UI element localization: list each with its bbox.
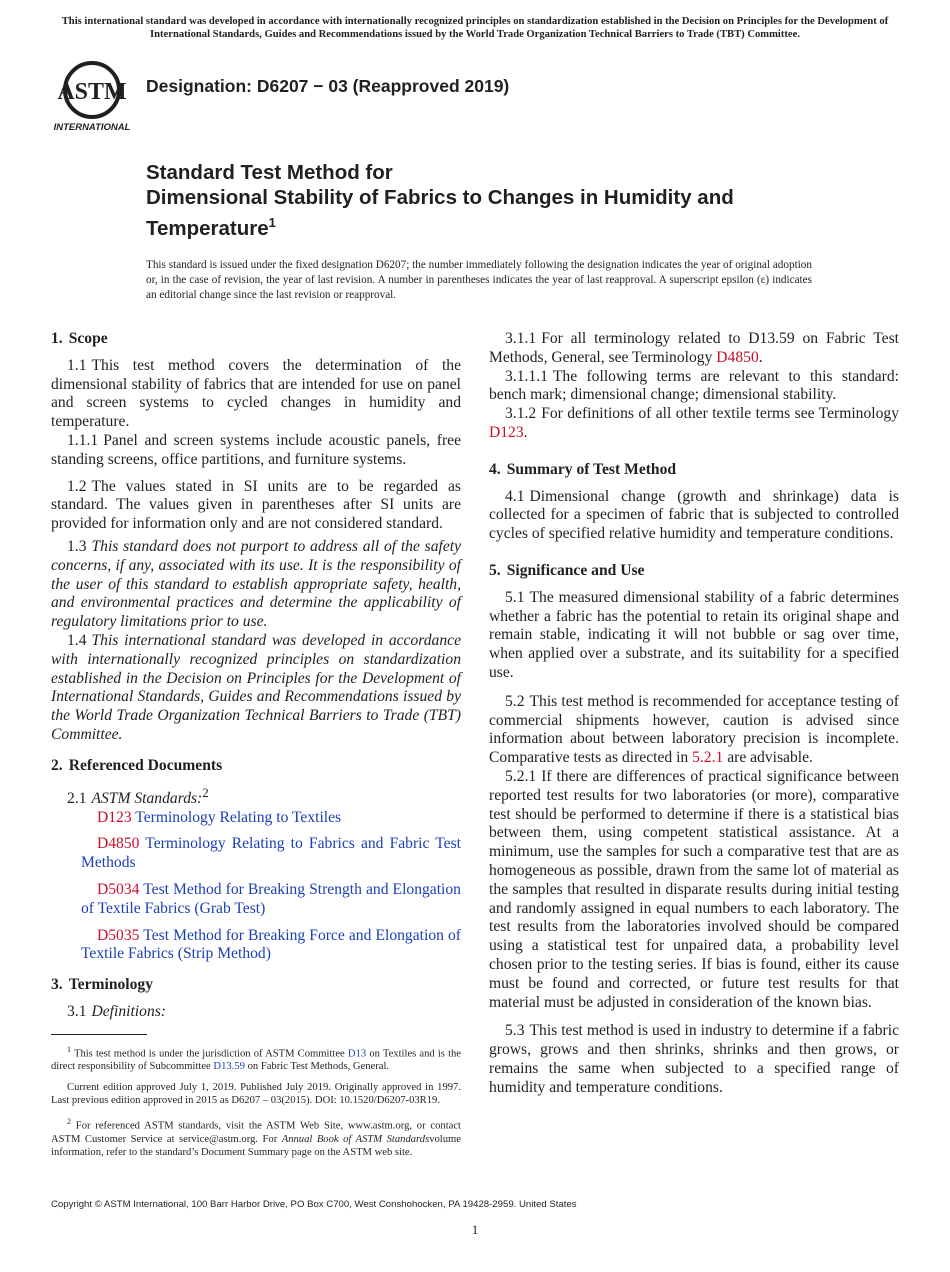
para-5-1: 5.1 The measured dimensional stability of a fabric determines whether a fabric has the potential to retain its original shape and remain stable, indicating it will not bubble or sag over time, when applied over a substrate, and its suitability for a specified use. <box>489 588 899 681</box>
para-5-2-1: 5.2.1 If there are differences of practical significance between reported test results for two laboratories (or more), comparative test should be performed to determine if there is a statistical bias between them, using competent statistical assistance. At a minimum, use the samples for such a comparative test that are as homogeneous as possible, drawn from the same lot of material as the samples that resulted in disparate results during initial testing and randomly assigned in equal numbers to each laboratory. The test results from the laboratories involved should be compared using a statistical test for unpaired data, a probability level chosen prior to the testing series. If bias is found, either its cause must be found and corrected, or future test results for that material must be adjusted in consideration of the known bias. <box>489 767 899 1011</box>
para-1-4: 1.4 This international standard was developed in accordance with internationally recognized principles on standardization established in the Decision on Principles for the Development of International Standards, Guides and Recommendations issued by the World Trade Organization Technical Barriers to Trade (TBT) Committee. <box>51 631 461 743</box>
page-number: 1 <box>471 1222 479 1237</box>
para-3-1-2: 3.1.2 For definitions of all other textile terms see Terminology D123. <box>489 405 899 441</box>
para-3-1: 3.1 Definitions: <box>67 1002 166 1020</box>
ref-d5035[interactable]: D5035 Test Method for Breaking Force and Elongation of Textile Fabrics (Strip Method) <box>81 926 461 963</box>
link-d13-59[interactable]: D13.59 <box>213 1061 245 1073</box>
para-2-1: 2.1 ASTM Standards:$^2$ <box>67 784 209 807</box>
para-3-1-1-1: 3.1.1.1 The following terms are relevant to this standard: bench mark; dimensional change; dimensional stability. <box>489 367 899 404</box>
designation: Designation: D6207 − 03 (Reapproved 2019) <box>146 76 510 96</box>
left-column <box>51 330 461 1167</box>
ref-d5034[interactable]: D5034 Test Method for Breaking Strength and Elongation of Textile Fabrics (Grab Test) <box>81 880 461 917</box>
para-5-3: 5.3 This test method is used in industry to determine if a fabric grows, grows and then shrinks, shrinks and then grows, or remains the same when subjected to a specified range of humidity and temperature conditions. <box>489 1022 899 1096</box>
logo-letters: ASTM <box>57 79 127 105</box>
link-d4850[interactable]: D4850 <box>716 348 759 366</box>
issuance-statement: This standard is issued under the fixed designation D6207; the number immediately following the designation indicates the year of original adoption or, in the case of revision, the year of last revision. A number in parentheses indicates the year of last reapproval. A superscript epsilon (ε) indicates an editorial change since the last revision or reapproval. <box>146 259 812 301</box>
astm-logo <box>52 56 136 134</box>
link-d13[interactable]: D13 <box>347 1048 367 1060</box>
ref-d4850[interactable]: D4850 Terminology Relating to Fabrics and Fabric Test Methods <box>81 835 461 872</box>
logo-subtitle: INTERNATIONAL <box>53 122 131 133</box>
footnote-2: $^2$ For referenced ASTM standards, visit the ASTM Web Site, www.astm.org, or contact ASTM Customer Service at service@astm.org. For Annual Book of ASTM Standardsvolume information, refer to the standard’s Document Summary page on the ASTM web site. <box>51 1117 461 1158</box>
para-1-3: 1.3 This standard does not purport to address all of the safety concerns, if any, associated with its use. It is the responsibility of the user of this standard to establish appropriate safety, health, and environmental practices and determine the applicability of regulatory limitations prior to use. <box>51 537 461 631</box>
para-1-1: 1.1 This test method covers the determination of the dimensional stability of fabrics that are intended for use on panel and screen systems to cycled changes in humidity and temperature. <box>51 356 461 431</box>
para-1-1-1: 1.1.1 Panel and screen systems include acoustic panels, free standing screens, office partitions, and furniture systems. <box>51 431 461 468</box>
right-column <box>489 330 899 1105</box>
title-line-1: Standard Test Method for <box>146 161 393 184</box>
section-5-heading: 5. Significance and Use <box>489 561 645 579</box>
link-d123[interactable]: D123 <box>489 423 524 441</box>
section-3-heading: 3. Terminology <box>51 976 154 994</box>
para-3-1-1: 3.1.1 For all terminology related to D13.59 on Fabric Test Methods, General, see Terminology D4850. <box>489 330 899 366</box>
section-1-heading: 1. Scope <box>51 330 108 347</box>
footnote-1-edition: Current edition approved July 1, 2019. Published July 2019. Originally approved in 1997. Last previous edition approved in 2015 as D6207 – 03(2015). DOI: 10.1520/D6207-03R19. <box>51 1082 461 1107</box>
document-title <box>146 160 866 241</box>
para-1-2: 1.2 The values stated in SI units are to be regarded as standard. The values given in parentheses after SI units are provided for information only and are not considered standard. <box>51 477 461 533</box>
link-5-2-1[interactable]: 5.2.1 <box>692 749 724 767</box>
footnote-1: $^1$ This test method is under the jurisdiction of ASTM Committee D13 on Textiles and is the direct responsibility of Subcommittee D13.59 on Fabric Test Methods, General. <box>51 1044 462 1073</box>
title-footnote-mark: 1 <box>268 215 276 230</box>
section-4-heading: 4. Summary of Test Method <box>489 460 677 478</box>
standards-notice: This international standard was developed in accordance with internationally recognized principles on standardization established in the Decision on Principles for the Development of International Standards, Guides and Recommendations issued by the World Trade Organization Technical Barriers to Trade (TBT) Committee. <box>61 16 889 40</box>
title-main: Dimensional Stability of Fabrics to Changes in Humidity and Temperature <box>146 186 734 240</box>
para-4-1: 4.1 Dimensional change (growth and shrinkage) data is collected for a specimen of fabric that is subjected to controlled cycles of specified relative humidity and temperature conditions. <box>489 487 899 543</box>
section-2-heading: 2. Referenced Documents <box>51 756 223 774</box>
ref-d123[interactable]: D123 Terminology Relating to Textiles <box>97 808 342 826</box>
para-5-2: 5.2 This test method is recommended for acceptance testing of commercial shipments however, caution is advised since information about between laboratory precision is incomplete. Comparative tests as directed in 5.2.1 are advisable. <box>489 692 899 767</box>
title-line-2 <box>146 185 866 241</box>
footnote-divider <box>51 1034 147 1035</box>
copyright-line: Copyright © ASTM International, 100 Barr Harbor Drive, PO Box C700, West Conshohocken, PA 19428-2959. United States <box>51 1199 577 1210</box>
